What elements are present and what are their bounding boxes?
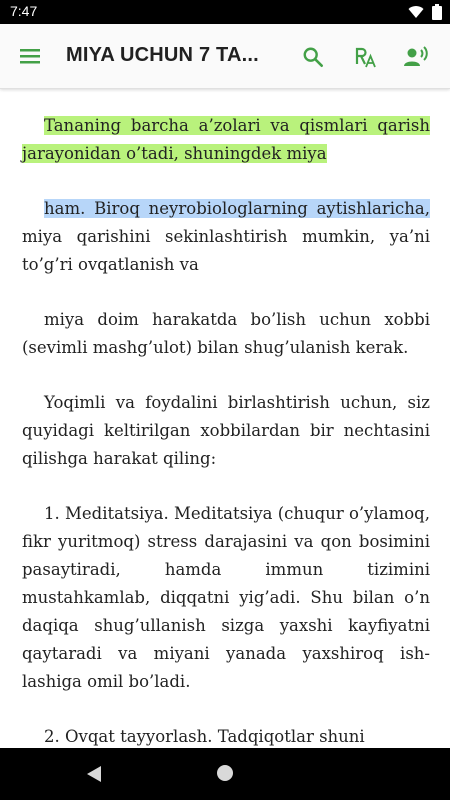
- text-span: Yoqimli va foydalini birlashtirish uchun, siz quyidagi keltirilgan xobbilardan bir nechtasini qilishga harakat qiling:: [22, 393, 430, 468]
- selected-text[interactable]: ham. Biroq neyrobiologlarning aytishlaricha,: [44, 199, 430, 218]
- highlighted-text[interactable]: Tananing barcha a’zolari va qismlari qarish jarayonidan o’tadi, shuningdek miya: [22, 116, 430, 163]
- search-icon: [302, 46, 324, 68]
- text-span: miya doim harakatda bo’lish uchun xobbi (sevimli mashg’ulot) bilan shug’ulanish kerak.: [22, 310, 430, 357]
- text-span: miya qarishini sekinlashtirish mumkin, ya’ni to’g’ri ovqatlanish va: [22, 227, 430, 274]
- text-to-speech-icon: [404, 45, 430, 69]
- font-settings-button[interactable]: [353, 44, 379, 70]
- text-span: 1. Meditatsiya. Meditatsiya (chuqur o’ylamoq, fikr yuritmoq) stress darajasini va qon bosimini pasaytiradi, hamda immun tizimini mustahkamlab, diqqatni yig’adi. Shu bilan o’n daqiqa shug’ullanish sizga yaxshi kayfiyatni qaytaradi va miyani yanada yaxshiroq ish-lashiga omil bo’ladi.: [22, 504, 430, 691]
- status-icons: [408, 4, 442, 20]
- menu-button[interactable]: [18, 44, 42, 68]
- search-button[interactable]: [300, 44, 326, 70]
- text-span: 2. Ovqat tayyorlash. Tadqiqotlar shuni: [44, 727, 365, 746]
- paragraph: [22, 723, 430, 751]
- home-icon[interactable]: [217, 765, 233, 781]
- back-icon: [86, 765, 102, 783]
- reader-content: [22, 112, 430, 778]
- menu-icon: [18, 44, 42, 68]
- nav-back-button[interactable]: [86, 765, 102, 788]
- paragraph: [22, 195, 430, 279]
- paragraph: [22, 306, 430, 362]
- navigation-bar: [0, 748, 450, 800]
- paragraph: [22, 500, 430, 696]
- battery-icon: [432, 4, 442, 20]
- paragraph: [22, 112, 430, 168]
- font-settings-icon: [354, 45, 378, 69]
- status-time: 7:47: [10, 3, 38, 19]
- app-bar: [0, 24, 450, 89]
- book-title: MIYA UCHUN 7 TA...: [66, 44, 259, 66]
- text-to-speech-button[interactable]: [404, 44, 430, 70]
- status-bar: [0, 0, 450, 24]
- paragraph: [22, 389, 430, 473]
- wifi-icon: [408, 5, 424, 19]
